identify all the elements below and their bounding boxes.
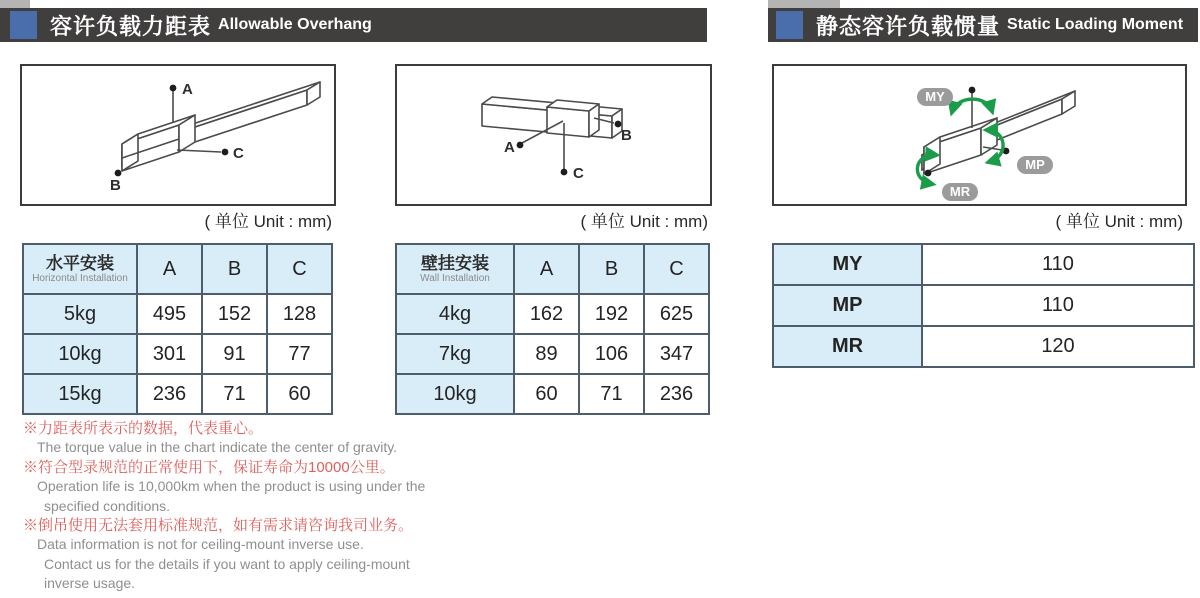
table-row <box>23 294 332 334</box>
value-cell: 106 <box>579 334 644 374</box>
value-cell: 60 <box>267 374 332 414</box>
page-edge-tab-left <box>0 0 30 8</box>
value-cell: 110 <box>922 244 1194 285</box>
table-title-cell <box>396 244 514 294</box>
table-header-row <box>23 244 332 294</box>
value-cell: 89 <box>514 334 579 374</box>
table-row <box>773 285 1194 326</box>
moment-mr-badge <box>942 183 978 201</box>
value-cell: 71 <box>579 374 644 414</box>
value-cell: 236 <box>137 374 202 414</box>
point-a-dot <box>517 142 524 149</box>
table-header-row <box>396 244 709 294</box>
svg-text:MR: MR <box>949 184 971 199</box>
svg-text:MY: MY <box>925 89 945 104</box>
point-a-dot <box>170 85 177 92</box>
point-c-label: C <box>233 145 244 162</box>
footnote-en: inverse usage. <box>44 575 136 592</box>
row-label-my: MY <box>773 244 922 285</box>
value-cell: 120 <box>922 326 1194 367</box>
section-header-allowable-overhang <box>0 8 707 42</box>
point-c-dot <box>561 169 568 176</box>
header-accent-square <box>776 11 803 39</box>
footnote-en: specified conditions. <box>44 497 171 514</box>
point-b-dot <box>115 170 122 177</box>
horizontal-installation-table <box>22 243 333 415</box>
section-title-zh: 容许负载力距表 <box>50 13 212 39</box>
point-b-label: B <box>110 177 121 194</box>
wall-installation-diagram <box>395 64 712 206</box>
row-label: 10kg <box>396 374 514 414</box>
moment-drawing <box>774 66 1185 204</box>
footnote-en: Data information is not for ceiling-mount inverse use. <box>37 536 364 553</box>
section-header-static-loading-moment <box>768 8 1198 42</box>
unit-label: ( 单位 Unit : mm) <box>204 212 332 231</box>
point-a-label: A <box>504 139 515 156</box>
section-title-en: Allowable Overhang <box>218 16 372 33</box>
value-cell: 60 <box>514 374 579 414</box>
footnote-zh: ※力距表所表示的数据，代表重心。 <box>23 420 264 437</box>
wall-installation-table <box>395 243 710 415</box>
mr-axis-dot <box>925 170 932 177</box>
table-row <box>773 244 1194 285</box>
footnote-zh: ※倒吊使用无法套用标准规范，如有需求请咨询我司业务。 <box>23 517 414 535</box>
horizontal-installation-diagram <box>20 64 336 206</box>
column-header-a: A <box>137 244 202 294</box>
value-cell: 71 <box>202 374 267 414</box>
table-row <box>23 374 332 414</box>
header-accent-square <box>10 11 37 39</box>
value-cell: 110 <box>922 285 1194 326</box>
value-cell: 347 <box>644 334 709 374</box>
value-cell: 495 <box>137 294 202 334</box>
moment-table <box>772 243 1195 368</box>
row-label: 5kg <box>23 294 137 334</box>
value-cell: 77 <box>267 334 332 374</box>
moment-my-badge <box>917 88 953 106</box>
value-cell: 162 <box>514 294 579 334</box>
section-title-en: Static Loading Moment <box>1007 16 1184 33</box>
point-c-label: C <box>573 165 584 182</box>
horizontal-installation-drawing <box>22 66 334 204</box>
moment-mp-badge <box>1017 156 1053 174</box>
table-row <box>773 326 1194 367</box>
row-label-mr: MR <box>773 326 922 367</box>
my-axis-dot <box>969 87 976 94</box>
table-row <box>396 294 709 334</box>
column-header-a: A <box>514 244 579 294</box>
column-header-c: C <box>267 244 332 294</box>
table-title-en: Horizontal Installation <box>32 273 128 284</box>
footnote-en: Operation life is 10,000km when the product is using under the <box>37 478 426 495</box>
row-label: 15kg <box>23 374 137 414</box>
footnote-en: The torque value in the chart indicate the center of gravity. <box>37 439 398 456</box>
unit-label: ( 单位 Unit : mm) <box>580 212 708 231</box>
row-label-mp: MP <box>773 285 922 326</box>
unit-label: ( 单位 Unit : mm) <box>1055 212 1183 231</box>
value-cell: 301 <box>137 334 202 374</box>
row-label: 10kg <box>23 334 137 374</box>
svg-text:MP: MP <box>1025 157 1045 172</box>
point-b-label: B <box>621 127 632 144</box>
column-header-b: B <box>579 244 644 294</box>
column-header-b: B <box>202 244 267 294</box>
footnote-zh: ※符合型录规范的正常使用下，保证寿命为10000公里。 <box>23 458 395 476</box>
table-row <box>23 334 332 374</box>
row-label: 4kg <box>396 294 514 334</box>
value-cell: 152 <box>202 294 267 334</box>
point-a-label: A <box>182 81 193 98</box>
page-edge-tab-right <box>768 0 840 8</box>
section-title-zh: 静态容许负载惯量 <box>816 13 1001 39</box>
value-cell: 91 <box>202 334 267 374</box>
value-cell: 625 <box>644 294 709 334</box>
table-title-zh: 壁挂安装 <box>421 254 489 273</box>
value-cell: 236 <box>644 374 709 414</box>
table-row <box>396 374 709 414</box>
footnote-en: Contact us for the details if you want to apply ceiling-mount <box>44 555 410 572</box>
row-label: 7kg <box>396 334 514 374</box>
table-title-cell <box>23 244 137 294</box>
footnotes <box>23 419 493 594</box>
table-title-en: Wall Installation <box>420 273 490 284</box>
value-cell: 128 <box>267 294 332 334</box>
point-c-dot <box>222 149 229 156</box>
moment-diagram <box>772 64 1187 206</box>
table-row <box>396 334 709 374</box>
wall-installation-drawing <box>397 66 710 204</box>
value-cell: 192 <box>579 294 644 334</box>
column-header-c: C <box>644 244 709 294</box>
table-title-zh: 水平安装 <box>46 254 114 273</box>
